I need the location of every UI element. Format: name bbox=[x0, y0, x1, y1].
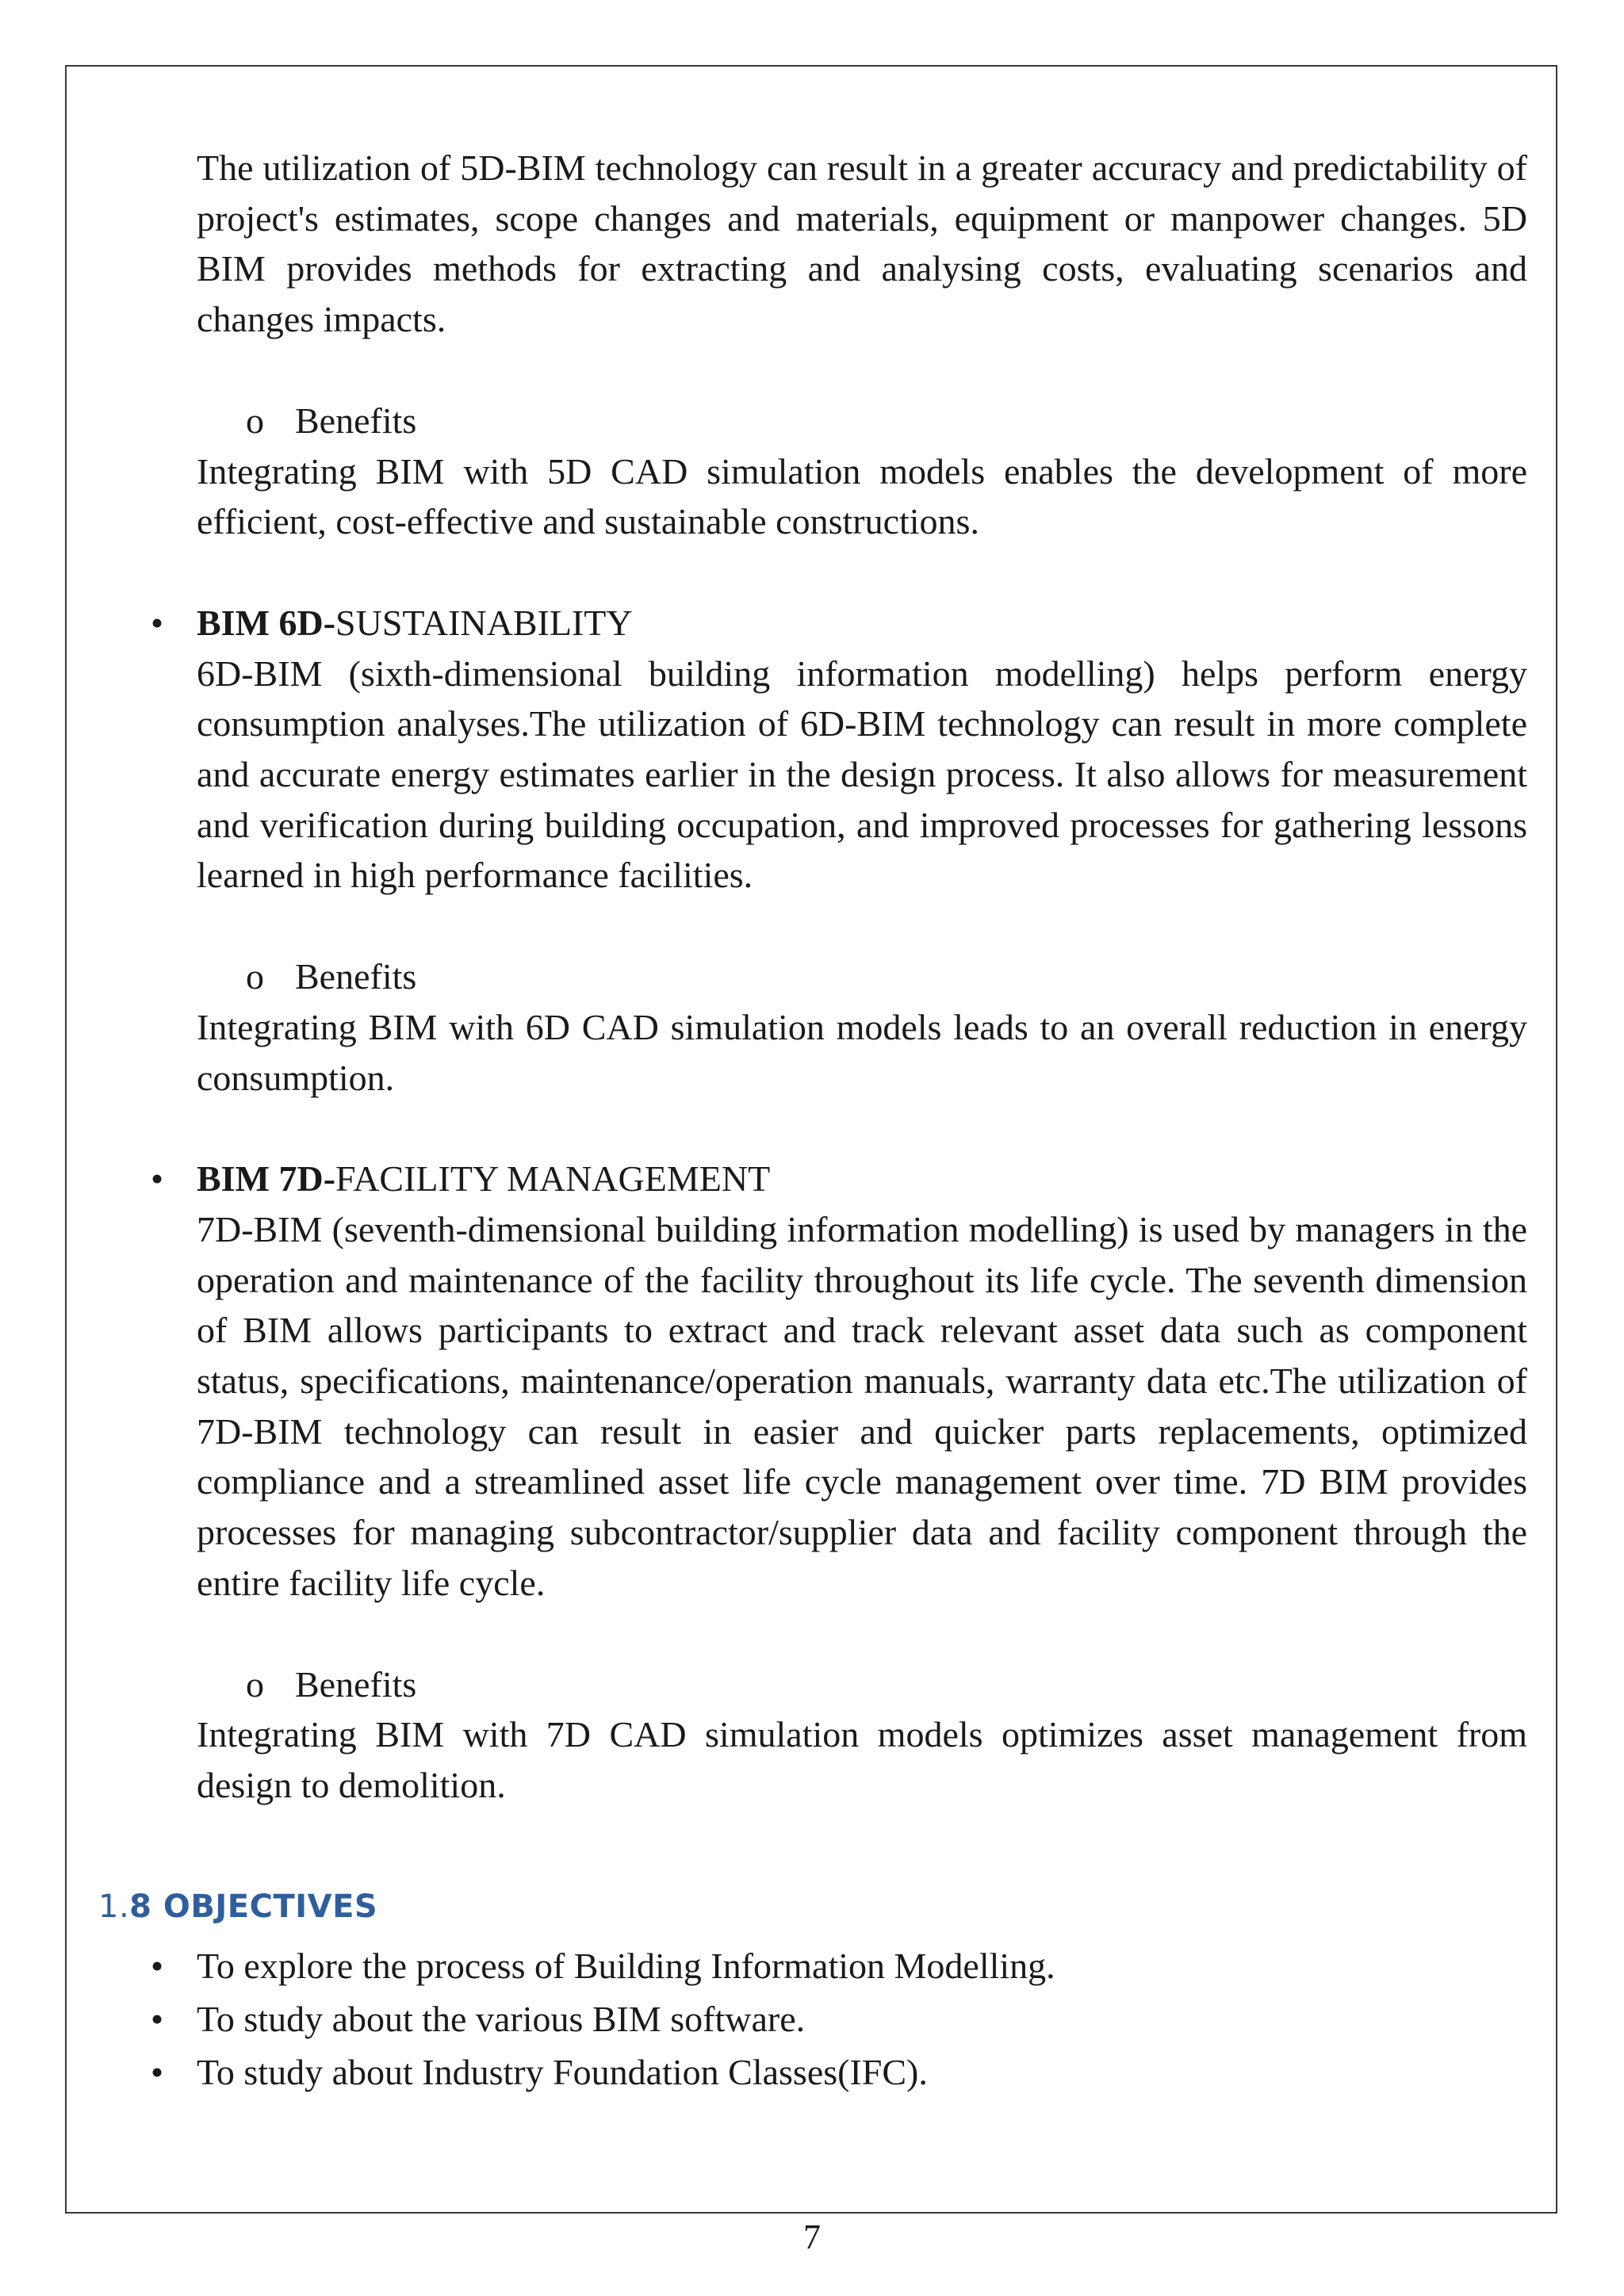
benefits-6d-text: Integrating BIM with 6D CAD simulation models leads to an overall reduction in energy consumption. bbox=[197, 1006, 1527, 1098]
objectives-heading-text: 8 OBJECTIVES bbox=[129, 1888, 378, 1925]
list-item bbox=[151, 2045, 1527, 2099]
bullet-icon: • bbox=[151, 602, 164, 643]
benefits-5d-subheading bbox=[197, 396, 1527, 446]
bim-7d-title-rest: FACILITY MANAGEMENT bbox=[335, 1158, 771, 1200]
bim-6d-paragraph: 6D-BIM (sixth-dimensional building information modelling) helps perform energy consumption analyses.The utilization of 6D-BIM technology can result in more complete and accurate energy estimates earlier in the design process. It also allows for measurement and verification during building occupation, and improved processes for gathering lessons learned in high performance facilities. bbox=[197, 652, 1527, 896]
list-item bbox=[151, 1992, 1527, 2045]
page-number: 7 bbox=[803, 2218, 821, 2256]
bim-7d-title bbox=[151, 1154, 1527, 1204]
list-item bbox=[151, 1939, 1527, 1992]
objectives-heading-number: 1. bbox=[98, 1888, 130, 1925]
sub-bullet-marker: o bbox=[246, 1663, 264, 1705]
bullet-icon: • bbox=[151, 1158, 164, 1200]
intro-5d-paragraph: The utilization of 5D-BIM technology can result in a greater accuracy and predictability of project's estimates, scope changes and materials, equipment or manpower changes. 5D BIM provides methods for extracting and analysing costs, evaluating scenarios and changes impacts. bbox=[197, 147, 1527, 340]
bullet-icon: • bbox=[151, 2052, 164, 2092]
benefits-7d-text: Integrating BIM with 7D CAD simulation models optimizes asset management from design to demolition. bbox=[197, 1714, 1527, 1805]
bim-6d-title-rest: SUSTAINABILITY bbox=[335, 602, 633, 643]
sub-bullet-marker: o bbox=[246, 400, 264, 441]
sub-bullet-marker: o bbox=[246, 956, 264, 997]
objective-text: To explore the process of Building Information Modelling. bbox=[197, 1946, 1055, 1986]
bullet-icon: • bbox=[151, 1946, 164, 1986]
benefits-7d-subheading bbox=[197, 1659, 1527, 1710]
bim-7d-paragraph: 7D-BIM (seventh-dimensional building information modelling) is used by managers in the operation and maintenance of the facility throughout its life cycle. The seventh dimension of BIM allows participants to extract and track relevant asset data such as component status, specifications, maintenance/operation manuals, warranty data etc.The utilization of 7D-BIM technology can result in easier and quicker parts replacements, optimized compliance and a streamlined asset life cycle management over time. 7D BIM provides processes for managing subcontractor/supplier data and facility component through the entire facility life cycle. bbox=[197, 1208, 1527, 1603]
page-body bbox=[151, 143, 1527, 1811]
bim-7d-title-bold: BIM 7D- bbox=[197, 1158, 336, 1200]
objective-text: To study about the various BIM software. bbox=[197, 1999, 806, 2039]
bim-6d-title-bold: BIM 6D- bbox=[197, 602, 336, 643]
benefits-label: Benefits bbox=[295, 956, 417, 997]
bim-6d-title bbox=[151, 598, 1527, 649]
benefits-label: Benefits bbox=[295, 400, 417, 441]
bullet-icon: • bbox=[151, 1999, 164, 2039]
objectives-heading bbox=[98, 1888, 377, 1925]
objective-text: To study about Industry Foundation Classes(IFC). bbox=[197, 2052, 928, 2092]
benefits-5d-text: Integrating BIM with 5D CAD simulation models enables the development of more efficient, cost-effective and sustainable constructions. bbox=[197, 450, 1527, 542]
objectives-list bbox=[151, 1939, 1527, 2099]
benefits-label: Benefits bbox=[295, 1663, 417, 1705]
benefits-6d-subheading bbox=[197, 951, 1527, 1002]
